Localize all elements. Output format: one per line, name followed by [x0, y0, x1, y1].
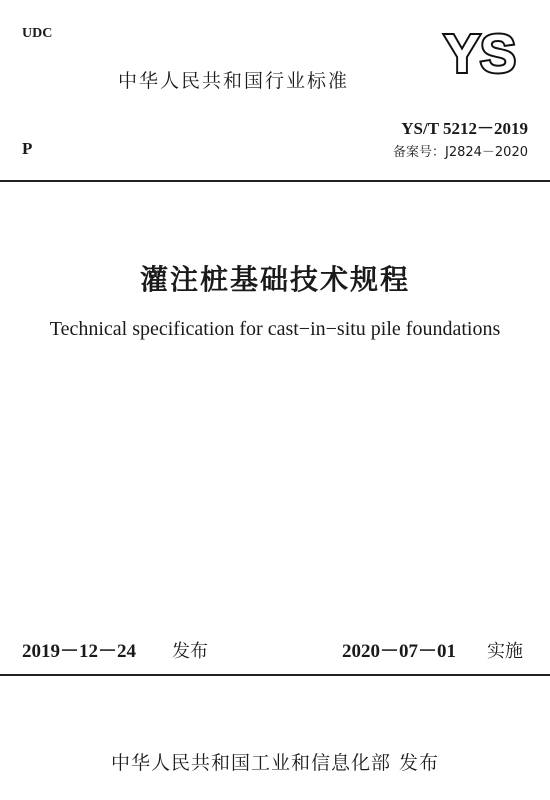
standard-number: YS/T 5212－2019	[401, 119, 528, 138]
issuer-name: 中华人民共和国工业和信息化部	[110, 752, 391, 774]
issuer-action: 发布	[399, 752, 440, 774]
industry-standard-title: 中华人民共和国行业标准	[118, 70, 350, 92]
filing-number: 备案号：J2824－2020	[392, 145, 528, 160]
publish-date: 2019－12－24	[22, 641, 137, 662]
document-title-english: Technical specification for cast−in−situ pile foundations	[49, 318, 501, 340]
implement-label: 实施	[487, 641, 523, 662]
top-divider	[0, 180, 550, 182]
issuer-line	[0, 748, 550, 775]
udc-label: UDC	[22, 26, 53, 41]
bottom-divider	[0, 674, 550, 676]
publish-label: 发布	[172, 641, 208, 662]
category-code: P	[22, 139, 33, 158]
document-title-chinese: 灌注桩基础技术规程	[139, 263, 410, 296]
ys-logo-text: YS	[443, 26, 517, 78]
ys-logo	[428, 26, 532, 78]
implement-date: 2020－07－01	[342, 641, 457, 662]
